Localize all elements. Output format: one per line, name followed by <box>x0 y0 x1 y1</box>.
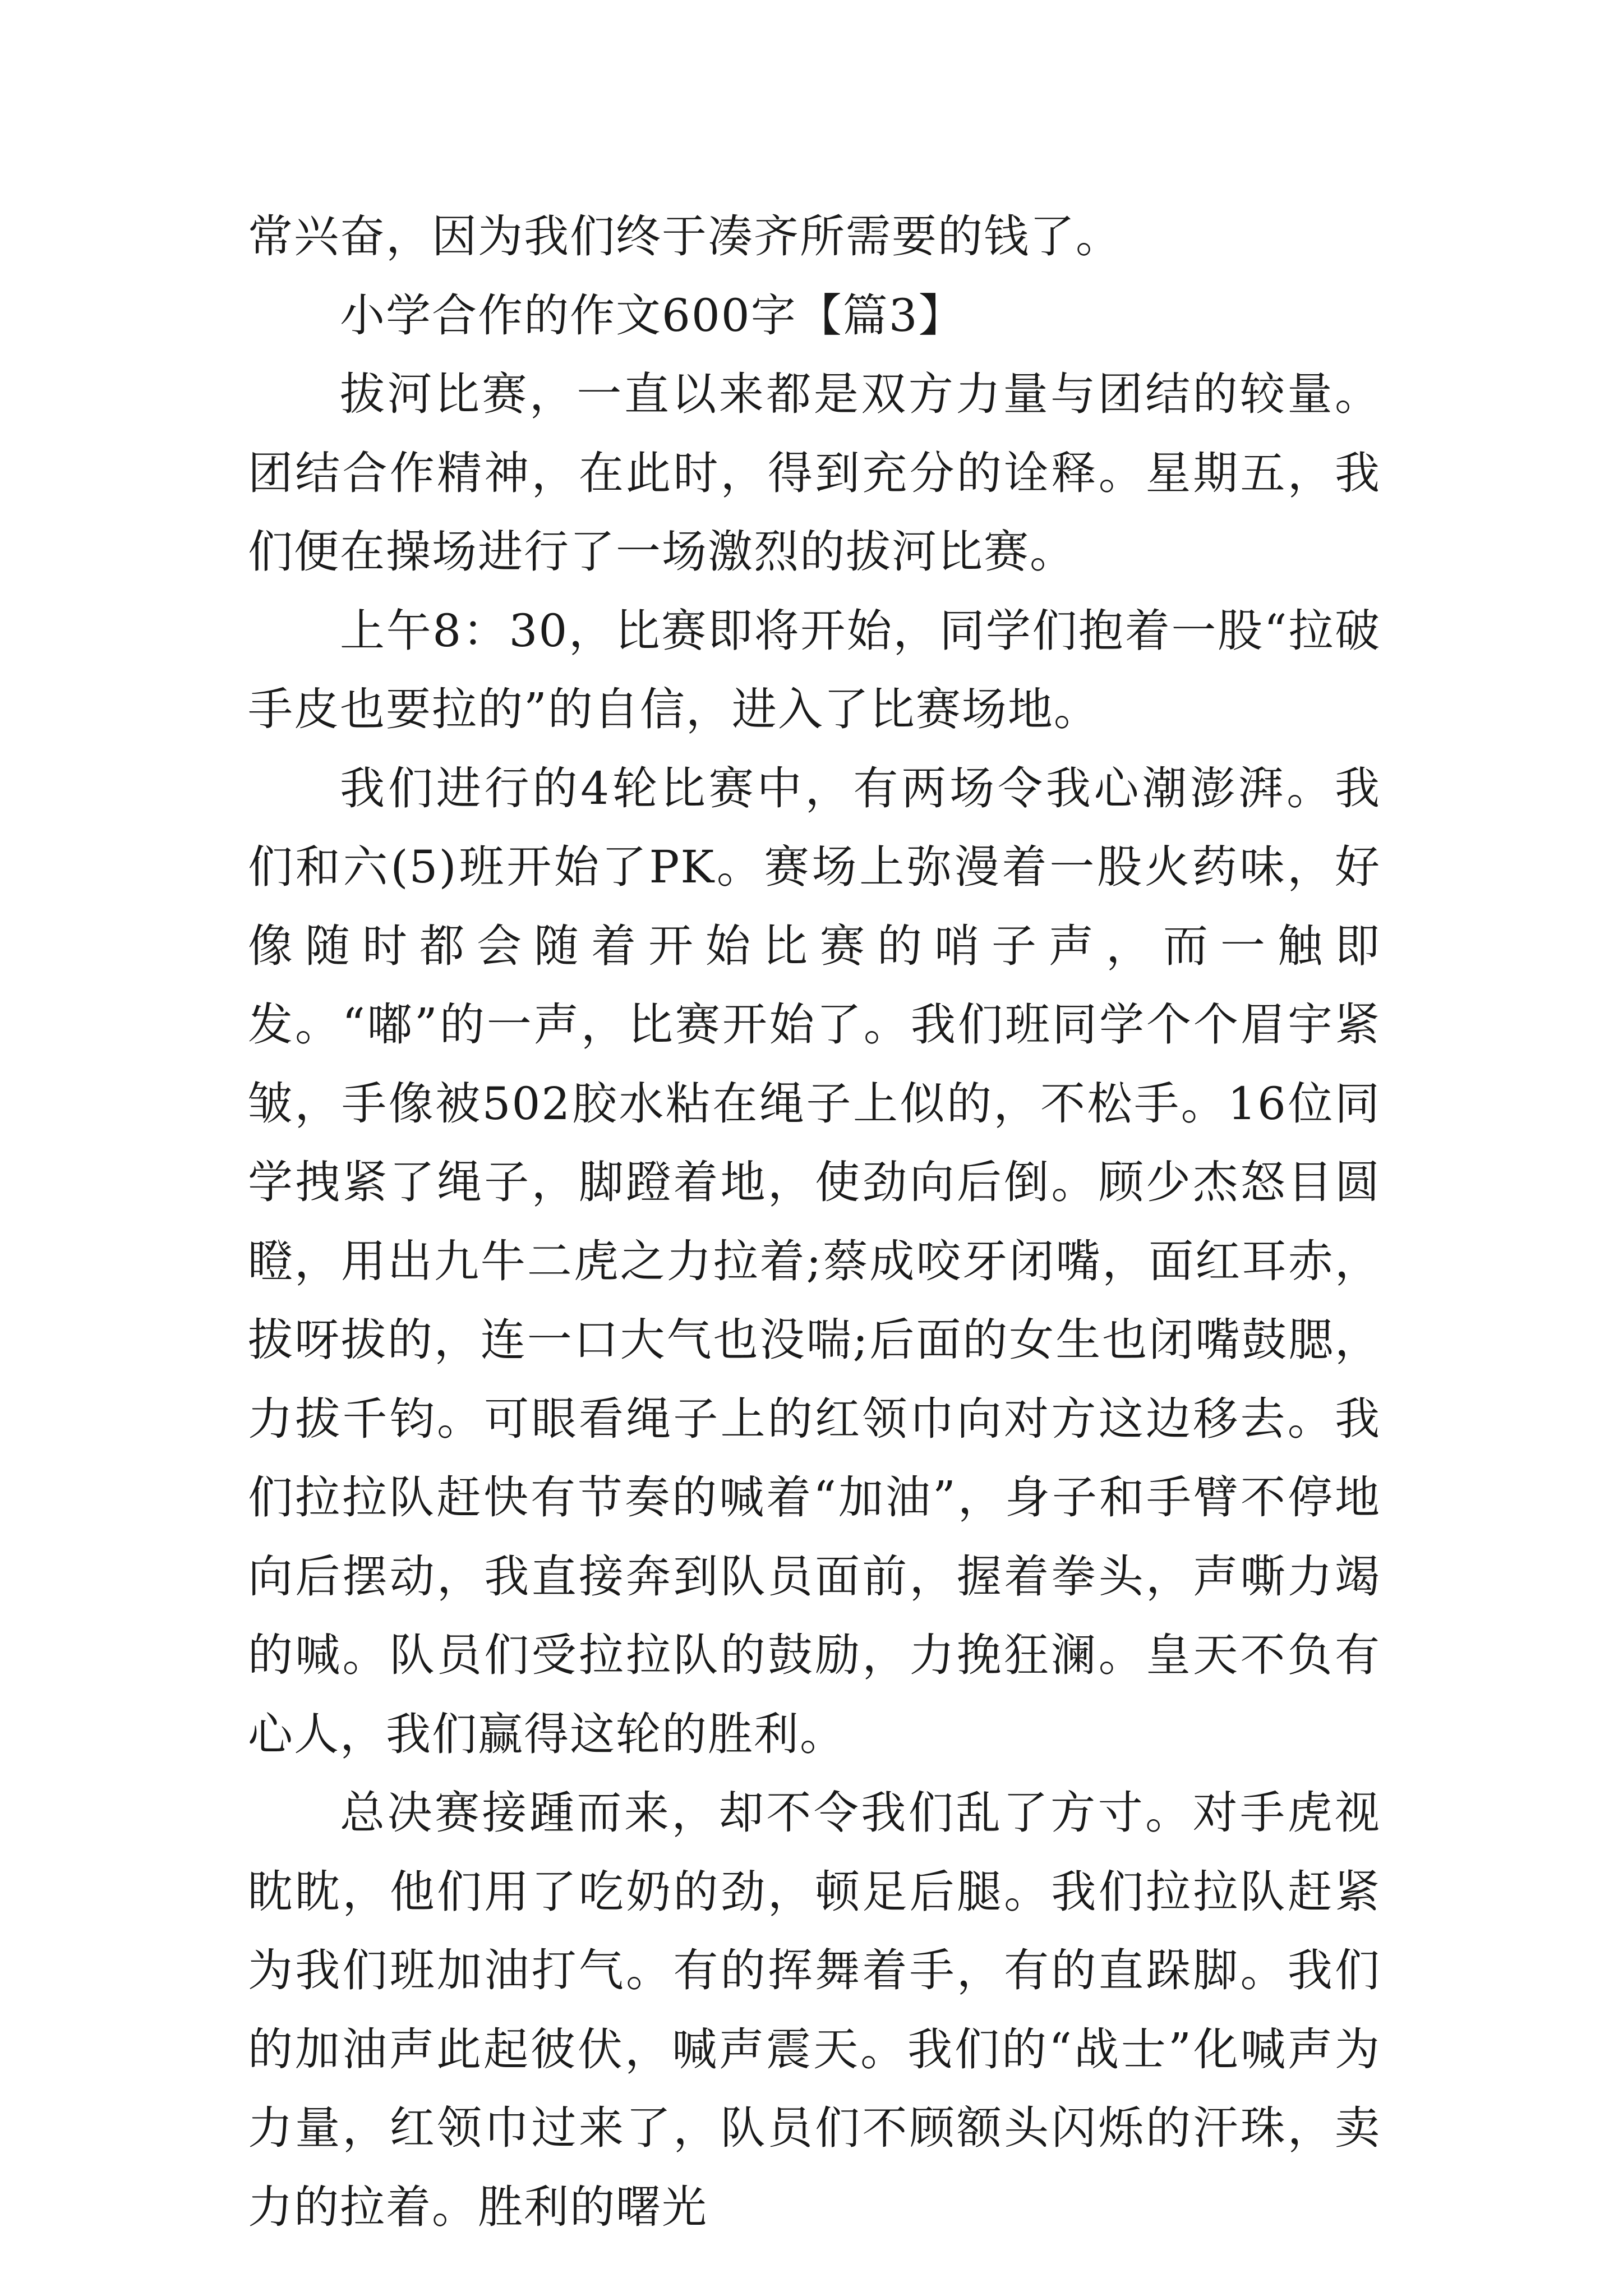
section-heading: 小学合作的作文600字【篇3】 <box>340 289 965 342</box>
document-body <box>248 197 1381 2247</box>
paragraph: 上午8：30，比赛即将开始，同学们抱着一股“拉破手皮也要拉的”的自信，进入了比赛场地。 <box>248 604 1381 735</box>
paragraph: 拔河比赛，一直以来都是双方力量与团结的较量。团结合作精神，在此时，得到充分的诠释。星期五，我们便在操场进行了一场激烈的拔河比赛。 <box>248 368 1381 578</box>
paragraph: 我们进行的4轮比赛中，有两场令我心潮澎湃。我们和六(5)班开始了PK。赛场上弥漫着一股火药味，好像随时都会随着开始比赛的哨子声，而一触即发。“嘟”的一声，比赛开始了。我们班同学个个眉宇紧皱，手像被502胶水粘在绳子上似的，不松手。16位同学拽紧了绳子，脚蹬着地，使劲向后倒。顾少杰怒目圆瞪，用出九牛二虎之力拉着;蔡成咬牙闭嘴，面红耳赤，拔呀拔的，连一口大气也没喘;后面的女生也闭嘴鼓腮，力拔千钧。可眼看绳子上的红领巾向对方这边移去。我们拉拉队赶快有节奏的喊着“加油”，身子和手臂不停地向后摆动，我直接奔到队员面前，握着拳头，声嘶力竭的喊。队员们受拉拉队的鼓励，力挽狂澜。皇天不负有心人，我们赢得这轮的胜利。 <box>248 762 1381 1760</box>
paragraph-continuation: 常兴奋，因为我们终于凑齐所需要的钱了。 <box>248 210 1122 263</box>
paragraph: 总决赛接踵而来，却不令我们乱了方寸。对手虎视眈眈，他们用了吃奶的劲，顿足后腿。我们拉拉队赶紧为我们班加油打气。有的挥舞着手，有的直跺脚。我们的加油声此起彼伏，喊声震天。我们的“战士”化喊声为力量，红领巾过来了，队员们不顾额头闪烁的汗珠，卖力的拉着。胜利的曙光 <box>248 1787 1381 2233</box>
